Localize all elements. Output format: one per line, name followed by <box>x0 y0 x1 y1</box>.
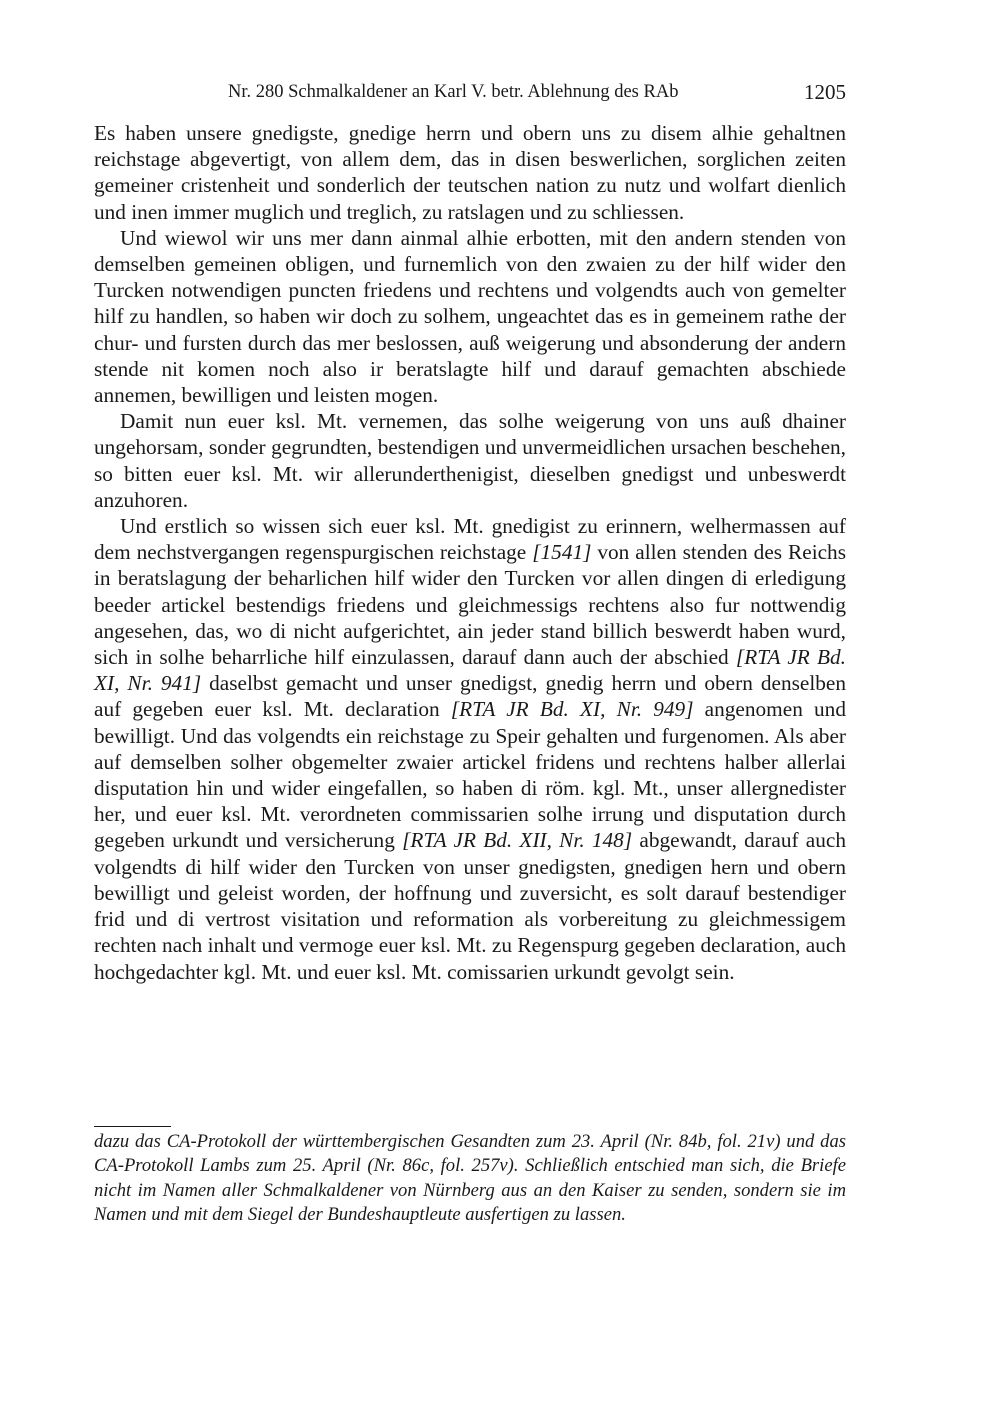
body-text <box>94 120 846 985</box>
editorial-reference: [RTA JR Bd. XI, Nr. 949] <box>450 697 694 722</box>
editorial-reference: [RTA JR Bd. XI, Nr. 941] <box>94 645 846 696</box>
paragraph-4 <box>94 513 846 985</box>
footnote: dazu das CA-Protokoll der württembergischen Gesandten zum 23. April (Nr. 84b, fol. 21v) und das CA-Protokoll Lambs zum 25. April (Nr. 86c, fol. 257v). Schließlich entschied man sich, die Briefe nicht im Namen aller Schmalkaldener von Nürnberg aus an den Kaiser zu senden, sondern sie im Namen und mit dem Siegel der Bundeshauptleute ausfertigen zu lassen. <box>94 1131 846 1225</box>
text-segment: Es haben unsere gnedigste, gnedige herrn und obern uns zu disem alhie gehaltnen reichstage abgevertigt, von allem dem, das in disen beswerlichen, sorglichen zeiten gemeiner cristenheit und sonderlich der teutschen nation zu nutz und wolfart dienlich und inen immer muglich und treglich, zu ratslagen und zu schliessen. <box>94 121 846 224</box>
text-segment: angenomen und bewilligt. Und das volgendts ein reichstage zu Speir gehalten und furgenomen. Als aber auf demselben solher obgemelter zwaier artickel fridens und rechtens halber allerlai disputation hin und wider eingefallen, so haben di röm. kgl. Mt., unser allergnedister her, und euer ksl. Mt. verordneten commissarien solhe irrung und disputation durch gegeben urkundt und versicherung <box>94 697 846 853</box>
footnote-rule <box>94 1126 171 1127</box>
running-head <box>94 80 846 106</box>
text-segment: Und wiewol wir uns mer dann ainmal alhie erbotten, mit den andern stenden von demselben gemeinen obligen, und furnemlich von den zwaien zu der hilf wider den Turcken notwendigen puncten friedens und rechtens und volgendts auch von gemelter hilf zu handlen, so haben wir doch zu solhem, ungeachtet das es in gemeinem rathe der chur- und fursten durch das mer beslossen, auß weigerung und absonderung der andern stende nit komen noch also ir beratslagte hilf und darauf gemachten abschiede annemen, bewilligen und leisten mogen. <box>94 225 846 408</box>
paragraph-2 <box>94 225 846 408</box>
page-number: 1205 <box>804 80 846 104</box>
editorial-reference: [1541] <box>532 540 592 565</box>
paragraph-1 <box>94 120 846 225</box>
editorial-reference: [RTA JR Bd. XII, Nr. 148] <box>402 828 633 853</box>
text-segment: Und erstlich so wissen sich euer ksl. Mt. gnedigist zu erinnern, welhermassen auf dem nechstvergangen regenspurgischen reichstage <box>94 514 846 565</box>
text-segment: von allen stenden des Reichs in beratslagung der beharlichen hilf wider den Turcken vor allen dingen di erledigung beeder artickel bestendigs friedens und gleichmessigs rechtens also fur nottwendig angesehen, das, wo di nicht aufgerichtet, ain jeder stand billich beswerdt haben wurd, sich in solhe beharrliche hilf einzulassen, darauf dann auch der abschied <box>94 540 846 670</box>
text-segment: Damit nun euer ksl. Mt. vernemen, das solhe weigerung von uns auß dhainer ungehorsam, sonder gegrundten, bestendigen und unvermeidlichen ursachen beschehen, so bitten euer ksl. Mt. wir allerunderthenigist, dieselben gnedigst und unbeswerdt anzuhoren. <box>94 409 846 512</box>
text-segment: abgewandt, darauf auch volgendts di hilf wider den Turcken von unser gnedigsten, gnedigen hern und obern bewilligt und geleist worden, der hoffnung und zuversicht, es solt darauf bestendiger frid und di vertrost visitation und reformation als vorbereitung zu gleichmessigem rechten nach inhalt und vermoge euer ksl. Mt. zu Regenspurg gegeben declaration, auch hochgedachter kgl. Mt. und euer ksl. Mt. comissarien urkundt gevolgt sein. <box>94 828 846 984</box>
paragraph-3 <box>94 408 846 513</box>
text-segment: daselbst gemacht und unser gnedigst, gnedig herrn und obern denselben auf gegeben euer ksl. Mt. declaration <box>94 671 847 722</box>
running-head-title: Nr. 280 Schmalkaldener an Karl V. betr. Ablehnung des RAb <box>228 82 679 102</box>
